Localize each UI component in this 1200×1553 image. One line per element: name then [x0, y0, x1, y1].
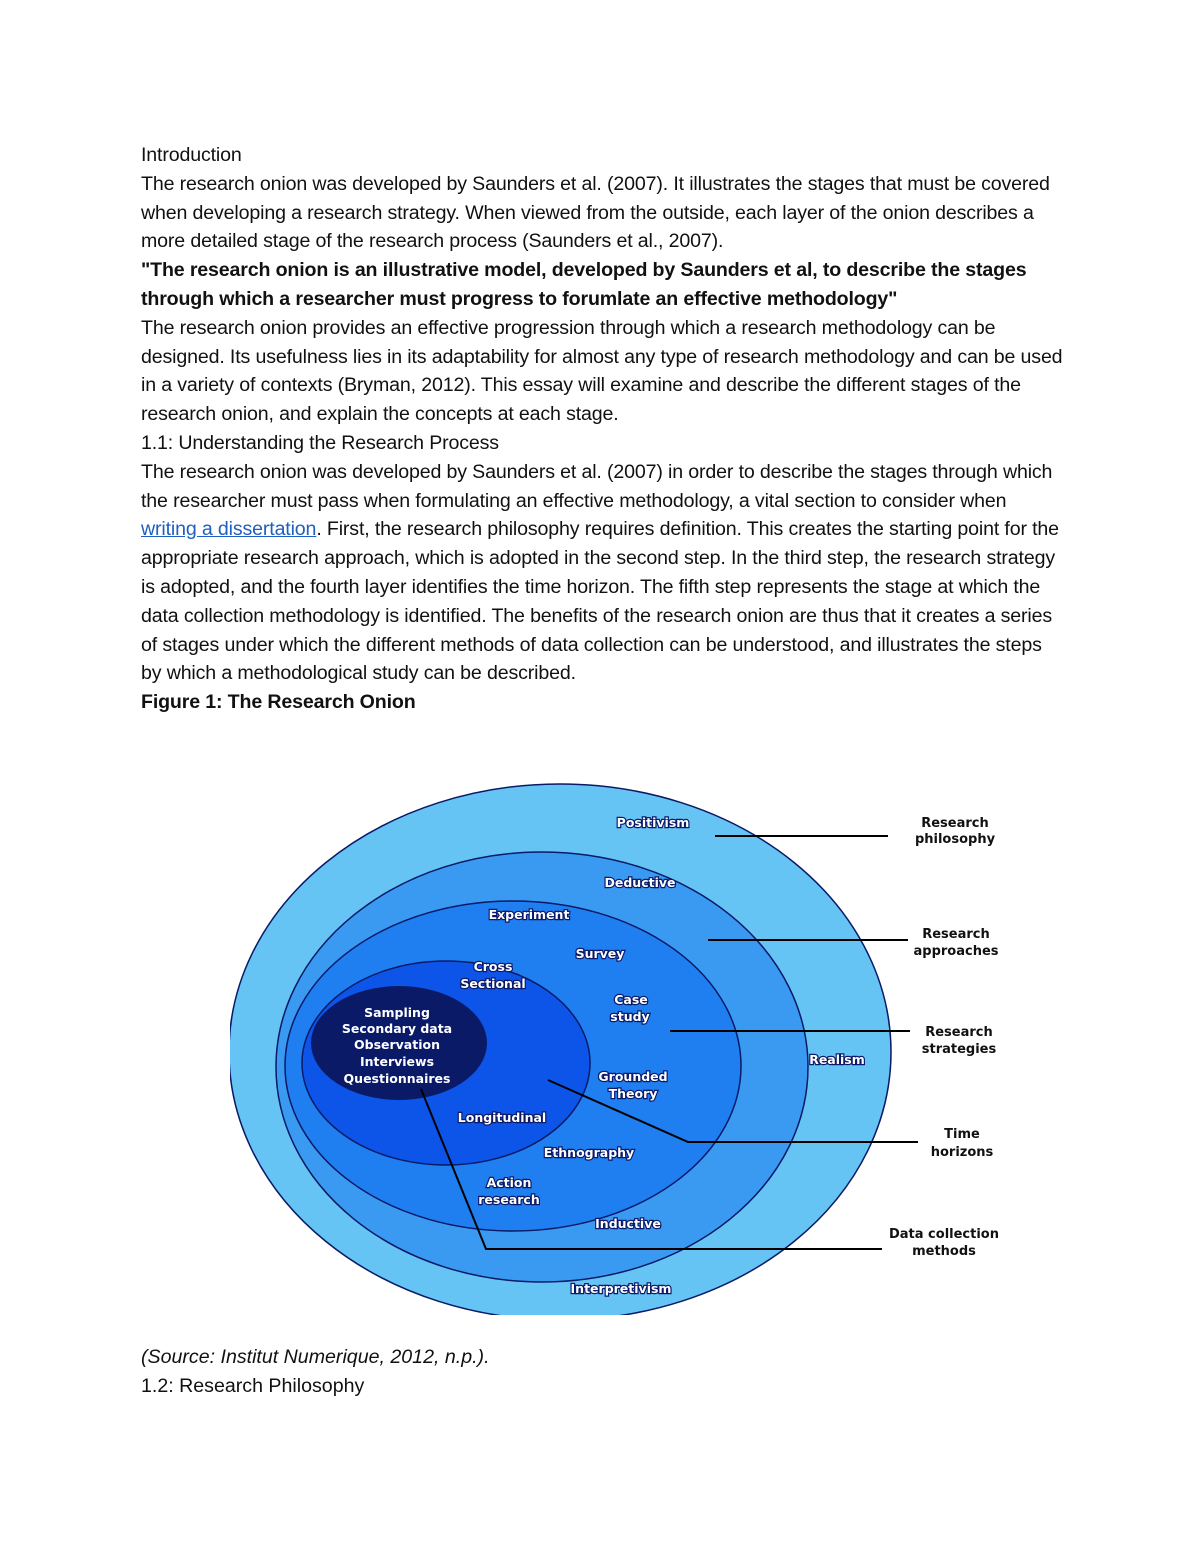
quote-paragraph: "The research onion is an illustrative model, developed by Saunders et al, to describe the stages through which a researcher must progress to forumlate an effective methodology" [141, 259, 1027, 310]
heading-introduction: Introduction [141, 144, 242, 166]
research-onion-figure [230, 780, 1030, 1315]
label-cross-1: Cross [473, 959, 513, 974]
pointer-approaches-1: Research [922, 927, 990, 942]
label-case-study-1: Case [614, 992, 648, 1007]
research-onion-diagram [230, 780, 1030, 1315]
label-ethnography: Ethnography [543, 1145, 635, 1160]
label-positivism: Positivism [616, 815, 690, 830]
label-core-1: Sampling [364, 1005, 430, 1020]
label-interpretivism: Interpretivism [570, 1281, 672, 1296]
label-survey: Survey [575, 946, 625, 961]
pointer-data-1: Data collection [888, 1227, 1000, 1242]
label-realism: Realism [809, 1052, 865, 1067]
pointer-strategies-1: Research [925, 1025, 993, 1040]
pointer-philosophy-2: philosophy [914, 832, 996, 847]
heading-1-1: 1.1: Understanding the Research Process [141, 431, 499, 454]
paragraph-3 [141, 458, 1066, 688]
writing-dissertation-link[interactable]: writing a dissertation [141, 518, 317, 541]
paragraph-3-start: The research onion was developed by Saunders et al. (2007) in order to describe the stages through which the researcher must pass when formulating an effective methodology, a vital section to consider when [141, 460, 1053, 512]
label-grounded-1: Grounded [598, 1069, 668, 1084]
label-inductive: Inductive [595, 1216, 661, 1231]
pointer-data-2: methods [912, 1244, 976, 1259]
label-action-2: research [478, 1192, 540, 1207]
pointer-strategies-2: strategies [921, 1042, 997, 1057]
paragraph-3-end: . First, the research philosophy requires definition. This creates the starting point for the appropriate research approach, which is adopted in the second step. In the third step, the research strategy is adopted, and the fourth layer identifies the time horizon. The fifth step represents the stage at which the data collection methodology is identified. The benefits of the research onion are thus that it creates a series of stages under which the different methods of data collection can be understood, and illustrates the steps by which a methodological study can be described. [141, 518, 1059, 685]
label-cross-2: Sectional [460, 976, 526, 991]
label-core-3: Observation [354, 1037, 440, 1052]
figure-source: (Source: Institut Numerique, 2012, n.p.). [141, 1346, 490, 1368]
pointer-time-2: horizons [930, 1145, 994, 1160]
pointer-philosophy-1: Research [921, 816, 989, 831]
label-core-5: Questionnaires [343, 1071, 451, 1086]
label-experiment: Experiment [488, 907, 570, 922]
pointer-time-1: Time [944, 1127, 980, 1142]
heading-1-2: 1.2: Research Philosophy [141, 1374, 365, 1397]
paragraph-1: The research onion was developed by Saunders et al. (2007). It illustrates the stages that must be covered when developing a research strategy. When viewed from the outside, each layer of the onion describes a more detailed stage of the research process (Saunders et al., 2007). [141, 172, 1050, 253]
label-case-study-2: study [610, 1009, 650, 1024]
figure-caption: Figure 1: The Research Onion [141, 691, 416, 714]
label-longitudinal: Longitudinal [457, 1110, 547, 1125]
label-action-1: Action [486, 1175, 532, 1190]
label-deductive: Deductive [604, 875, 676, 890]
pointer-approaches-2: approaches [913, 944, 999, 959]
paragraph-2: The research onion provides an effective progression through which a research methodology can be designed. Its usefulness lies in its adaptability for almost any type of research methodology and can be used in a variety of contexts (Bryman, 2012). This essay will examine and describe the different stages of the research onion, and explain the concepts at each stage. [141, 316, 1063, 426]
document-footer [141, 1343, 1066, 1401]
label-core-4: Interviews [359, 1054, 435, 1069]
label-core-2: Secondary data [341, 1021, 453, 1036]
label-grounded-2: Theory [608, 1086, 658, 1101]
document-body [141, 141, 1066, 717]
